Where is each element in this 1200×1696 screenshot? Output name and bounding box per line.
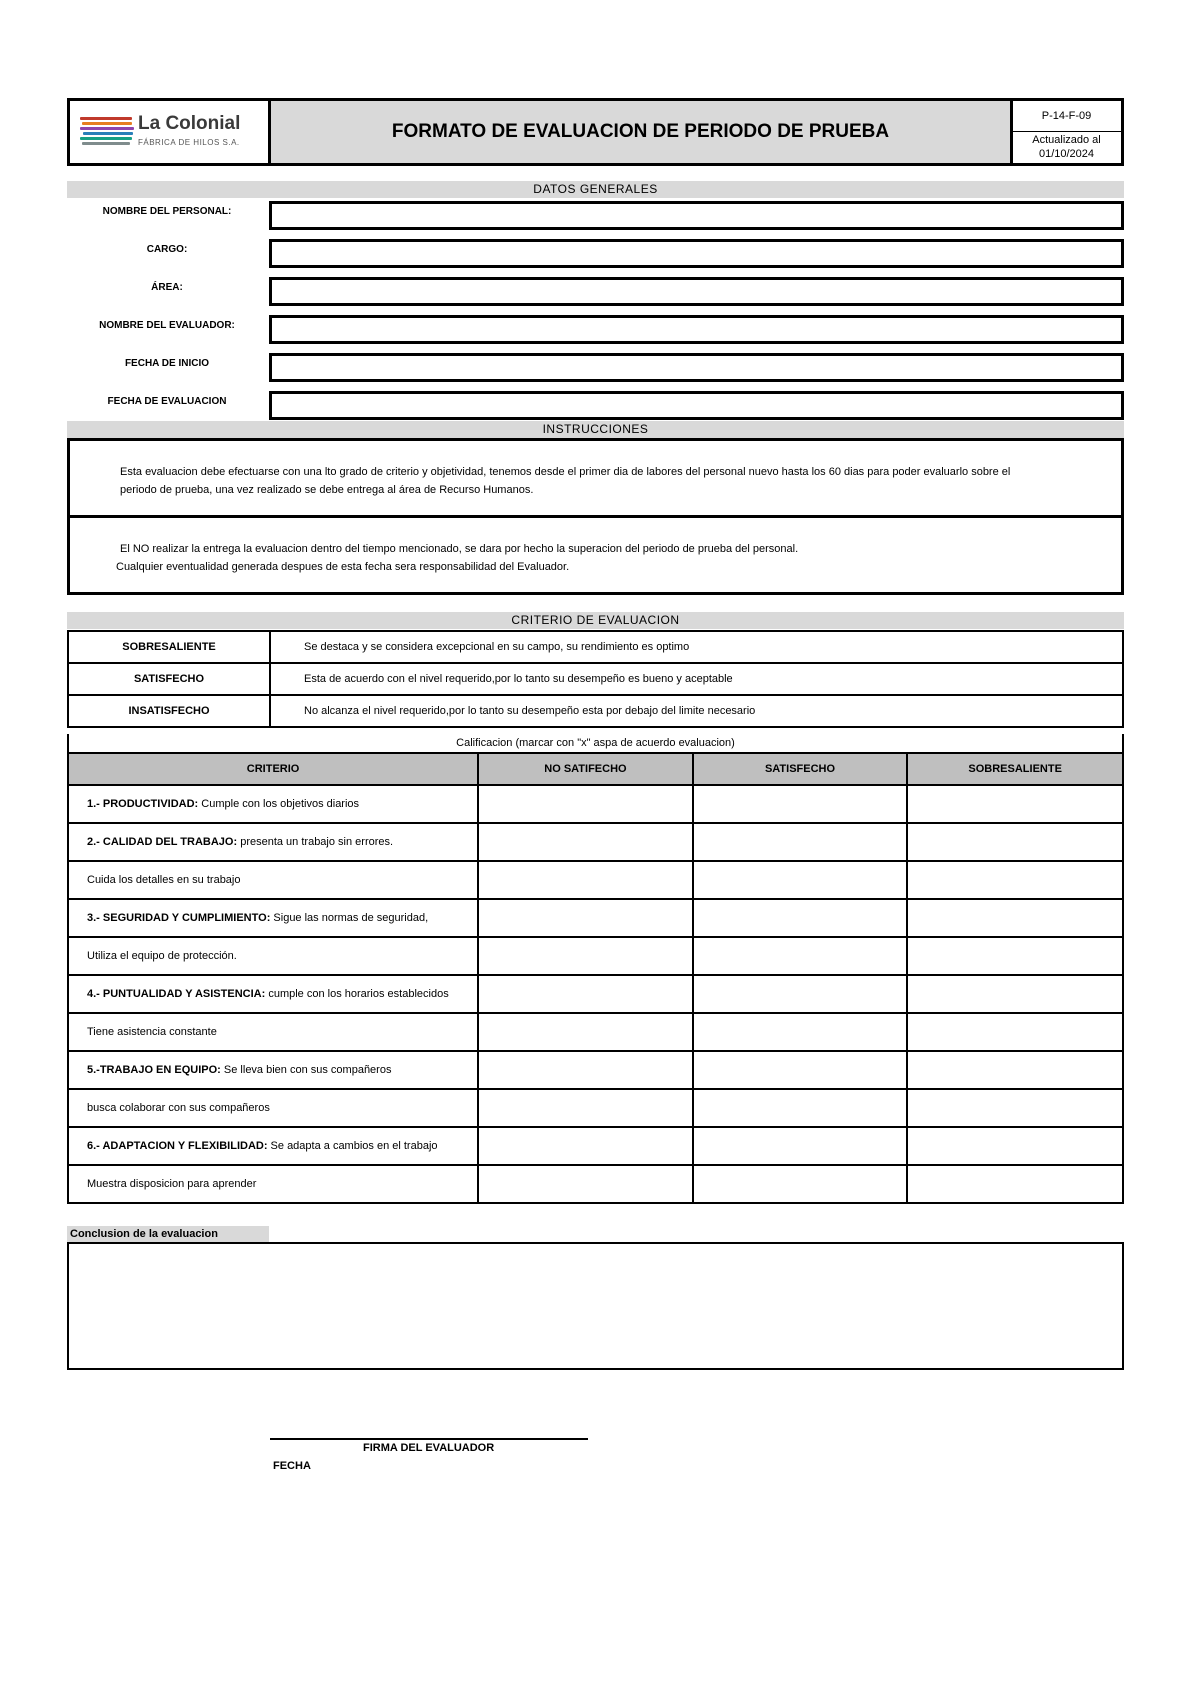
mark-satisfecho-cell[interactable] [693, 1013, 908, 1051]
criterion-text: presenta un trabajo sin errores. [237, 836, 394, 848]
fecha-inicio-input[interactable] [269, 353, 1124, 382]
mark-no-satisfecho-cell[interactable] [478, 899, 693, 937]
mark-satisfecho-cell[interactable] [693, 823, 908, 861]
mark-no-satisfecho-cell[interactable] [478, 785, 693, 823]
criterion-text: Tiene asistencia constante [87, 1026, 217, 1038]
criterion-title: 3.- SEGURIDAD Y CUMPLIMIENTO: [87, 912, 271, 924]
mark-sobresaliente-cell[interactable] [907, 975, 1123, 1013]
criterion-cell [68, 1127, 478, 1165]
calificacion-instruction: Calificacion (marcar con "x" aspa de acuerdo evaluacion) [67, 734, 1124, 753]
criterion-cell [68, 1165, 478, 1203]
mark-satisfecho-cell[interactable] [693, 1051, 908, 1089]
level-name: INSATISFECHO [68, 695, 270, 727]
level-row [68, 663, 1123, 695]
instr-p1-line1: Esta evaluacion debe efectuarse con una lto grado de criterio y objetividad, tenemos desde el primer dia de labores del personal nuevo hasta los 60 dias para poder evaluarlo sobre el [120, 466, 1011, 478]
mark-satisfecho-cell[interactable] [693, 899, 908, 937]
col-header-criterio: CRITERIO [68, 753, 478, 785]
table-row [68, 1051, 1123, 1089]
mark-sobresaliente-cell[interactable] [907, 861, 1123, 899]
level-row [68, 695, 1123, 727]
instr-p2-line2: Cualquier eventualidad generada despues de esta fecha sera responsabilidad del Evaluador. [116, 561, 570, 573]
signature-line[interactable] [270, 1438, 588, 1440]
mark-no-satisfecho-cell[interactable] [478, 861, 693, 899]
criterion-cell [68, 899, 478, 937]
evaluation-table [67, 752, 1124, 1204]
criterion-text: Muestra disposicion para aprender [87, 1178, 257, 1190]
criterion-text: Utiliza el equipo de protección. [87, 950, 237, 962]
field-label-evaluador: NOMBRE DEL EVALUADOR: [99, 320, 235, 331]
mark-no-satisfecho-cell[interactable] [478, 1165, 693, 1203]
table-row [68, 975, 1123, 1013]
logo-name: La Colonial [138, 113, 241, 134]
nombre-evaluador-input[interactable] [269, 315, 1124, 344]
instrucciones-paragraph-2 [67, 515, 1124, 595]
table-row [68, 1127, 1123, 1165]
field-label-fecha-inicio: FECHA DE INICIO [124, 358, 210, 369]
logo-stripes-icon [80, 117, 135, 149]
col-header-no-satisfecho: NO SATIFECHO [478, 753, 693, 785]
criterion-text: Se adapta a cambios en el trabajo [267, 1140, 438, 1152]
mark-satisfecho-cell[interactable] [693, 937, 908, 975]
mark-sobresaliente-cell[interactable] [907, 785, 1123, 823]
mark-no-satisfecho-cell[interactable] [478, 1127, 693, 1165]
mark-satisfecho-cell[interactable] [693, 975, 908, 1013]
mark-no-satisfecho-cell[interactable] [478, 1089, 693, 1127]
mark-satisfecho-cell[interactable] [693, 1165, 908, 1203]
field-label-cargo: CARGO: [146, 244, 188, 255]
criterion-cell [68, 1089, 478, 1127]
mark-no-satisfecho-cell[interactable] [478, 1051, 693, 1089]
area-input[interactable] [269, 277, 1124, 306]
criterio-levels-table [67, 630, 1124, 728]
mark-sobresaliente-cell[interactable] [907, 1165, 1123, 1203]
mark-sobresaliente-cell[interactable] [907, 1127, 1123, 1165]
field-label-area: ÁREA: [151, 282, 183, 293]
nombre-personal-input[interactable] [269, 201, 1124, 230]
criterion-cell [68, 785, 478, 823]
criterion-text: Cuida los detalles en su trabajo [87, 874, 241, 886]
table-row [68, 937, 1123, 975]
instr-p1-line2: periodo de prueba, una vez realizado se debe entrega al área de Recurso Humanos. [120, 484, 534, 496]
document-updated [1012, 131, 1124, 166]
document-title: FORMATO DE EVALUACION DE PERIODO DE PRUEBA [268, 98, 1013, 166]
level-description: Esta de acuerdo con el nivel requerido,por lo tanto su desempeño es bueno y aceptable [270, 663, 1123, 695]
col-header-satisfecho: SATISFECHO [693, 753, 908, 785]
criterion-title: 1.- PRODUCTIVIDAD: [87, 798, 199, 810]
mark-satisfecho-cell[interactable] [693, 1127, 908, 1165]
level-name: SATISFECHO [68, 663, 270, 695]
mark-no-satisfecho-cell[interactable] [478, 975, 693, 1013]
mark-sobresaliente-cell[interactable] [907, 1089, 1123, 1127]
criterion-cell [68, 975, 478, 1013]
criterion-cell [68, 1013, 478, 1051]
mark-satisfecho-cell[interactable] [693, 861, 908, 899]
criterion-title: 5.-TRABAJO EN EQUIPO: [87, 1064, 221, 1076]
mark-sobresaliente-cell[interactable] [907, 937, 1123, 975]
criterion-text: cumple con los horarios establecidos [265, 988, 449, 1000]
mark-sobresaliente-cell[interactable] [907, 1013, 1123, 1051]
mark-no-satisfecho-cell[interactable] [478, 823, 693, 861]
level-row [68, 631, 1123, 663]
criterion-text: Cumple con los objetivos diarios [198, 798, 360, 810]
field-label-fecha-evaluacion: FECHA DE EVALUACION [107, 396, 227, 407]
criterion-title: 4.- PUNTUALIDAD Y ASISTENCIA: [87, 988, 266, 1000]
col-header-sobresaliente: SOBRESALIENTE [907, 753, 1123, 785]
level-description: Se destaca y se considera excepcional en su campo, su rendimiento es optimo [270, 631, 1123, 663]
updated-label: Actualizado al [1032, 134, 1101, 146]
table-row [68, 861, 1123, 899]
mark-satisfecho-cell[interactable] [693, 785, 908, 823]
table-row [68, 1165, 1123, 1203]
criterion-cell [68, 1051, 478, 1089]
level-description: No alcanza el nivel requerido,por lo tanto su desempeño esta por debajo del limite necesario [270, 695, 1123, 727]
criterion-text: Se lleva bien con sus compañeros [220, 1064, 392, 1076]
table-row [68, 899, 1123, 937]
criterion-cell [68, 937, 478, 975]
criterio-heading: CRITERIO DE EVALUACION [67, 612, 1124, 629]
criterion-text: busca colaborar con sus compañeros [87, 1102, 270, 1114]
table-row [68, 785, 1123, 823]
criterion-text: Sigue las normas de seguridad, [270, 912, 429, 924]
criterion-title: 2.- CALIDAD DEL TRABAJO: [87, 836, 238, 848]
fecha-label: FECHA [273, 1460, 311, 1472]
criterion-cell [68, 861, 478, 899]
instrucciones-heading: INSTRUCCIONES [67, 421, 1124, 438]
instr-p2-line1: El NO realizar la entrega la evaluacion dentro del tiempo mencionado, se dara por hecho la superacion del periodo de prueba del personal. [120, 543, 799, 555]
mark-satisfecho-cell[interactable] [693, 1089, 908, 1127]
signature-label: FIRMA DEL EVALUADOR [363, 1442, 495, 1454]
level-name: SOBRESALIENTE [68, 631, 270, 663]
mark-sobresaliente-cell[interactable] [907, 899, 1123, 937]
instrucciones-paragraph-1 [67, 438, 1124, 518]
table-row [68, 1013, 1123, 1051]
table-row [68, 823, 1123, 861]
logo-subtitle: FÁBRICA DE HILOS S.A. [138, 138, 240, 147]
datos-generales-heading: DATOS GENERALES [67, 181, 1124, 198]
conclusion-textarea[interactable] [67, 1242, 1124, 1370]
conclusion-label: Conclusion de la evaluacion [67, 1226, 269, 1242]
cargo-input[interactable] [269, 239, 1124, 268]
mark-no-satisfecho-cell[interactable] [478, 937, 693, 975]
fecha-evaluacion-input[interactable] [269, 391, 1124, 420]
mark-sobresaliente-cell[interactable] [907, 1051, 1123, 1089]
mark-sobresaliente-cell[interactable] [907, 823, 1123, 861]
evaluation-header-row [68, 753, 1123, 785]
document-code: P-14-F-09 [1012, 98, 1124, 132]
criterion-title: 6.- ADAPTACION Y FLEXIBILIDAD: [87, 1140, 268, 1152]
table-row [68, 1089, 1123, 1127]
mark-no-satisfecho-cell[interactable] [478, 1013, 693, 1051]
updated-date: 01/10/2024 [1038, 148, 1095, 160]
company-logo [67, 98, 270, 166]
field-label-nombre: NOMBRE DEL PERSONAL: [102, 206, 232, 217]
criterion-cell [68, 823, 478, 861]
